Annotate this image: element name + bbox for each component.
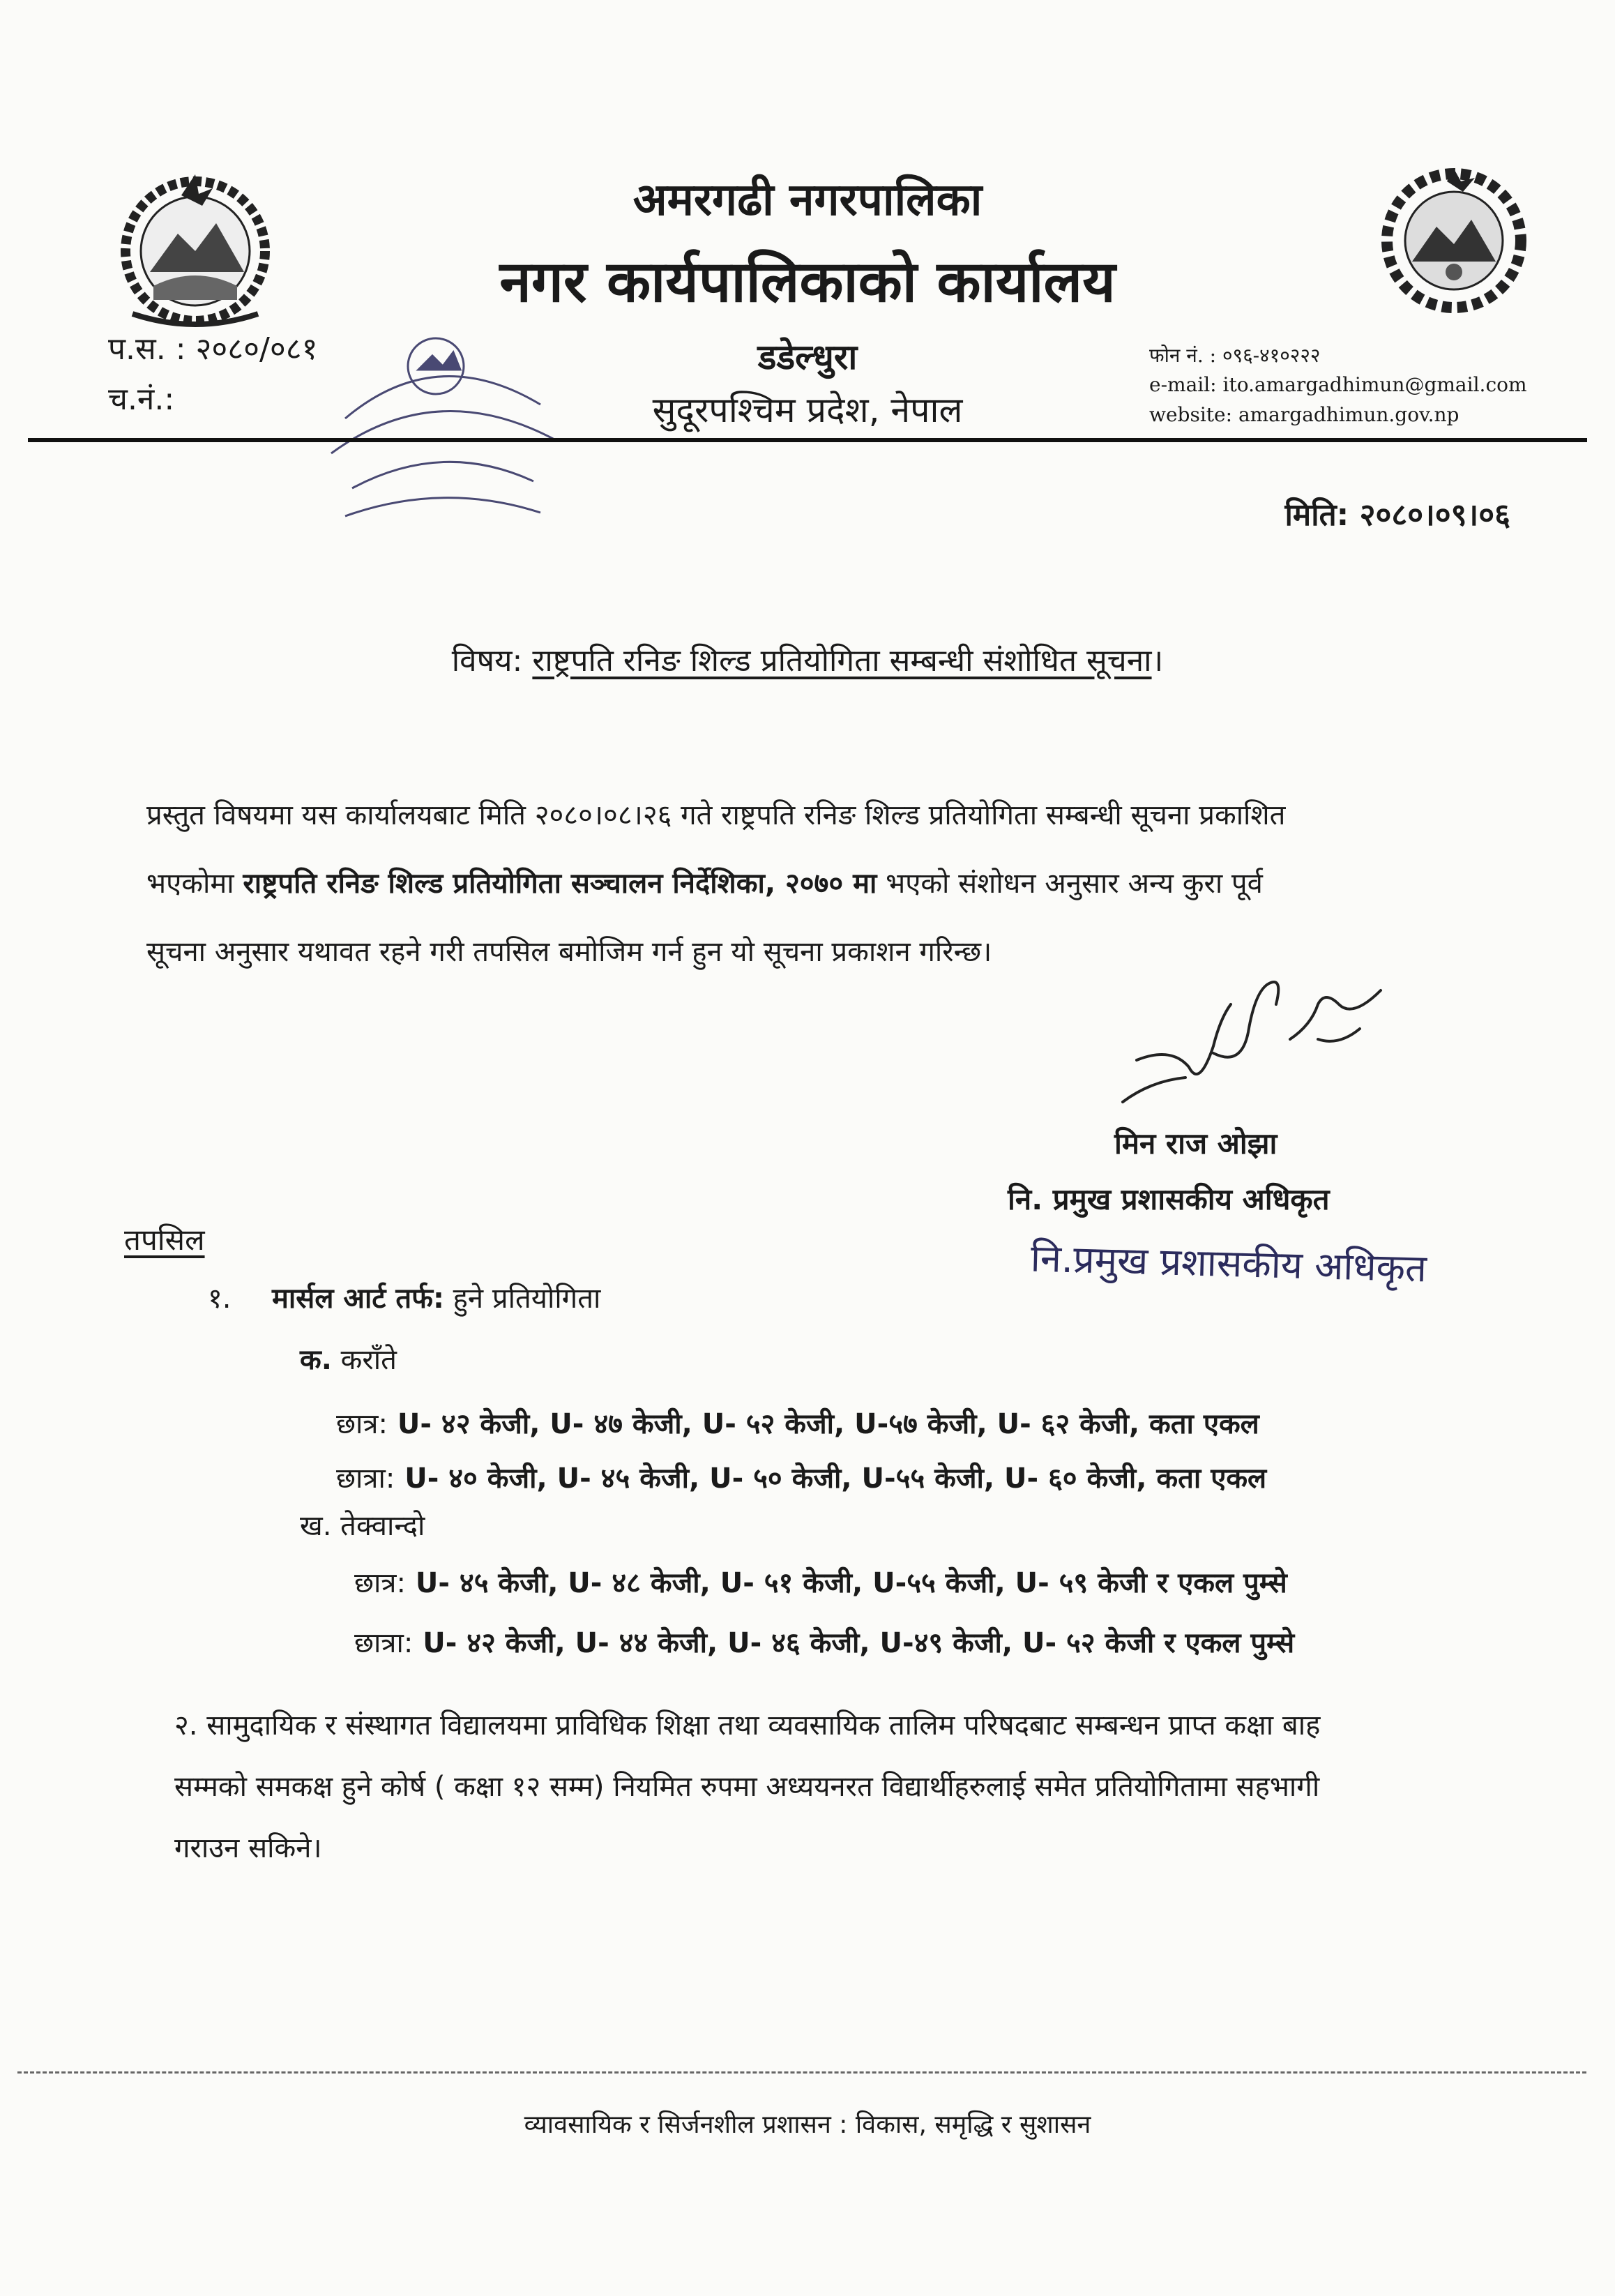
karate-boys-line [336, 1403, 1259, 1442]
district-name: डडेल्धुरा [757, 337, 858, 377]
subject-suffix: । [1151, 643, 1164, 679]
body-line [146, 849, 1485, 918]
designation-stamp: नि.प्रमुख प्रशासकीय अधिकृत [1030, 1236, 1427, 1291]
karate-boys-categories: U- ४२ केजी, U- ४७ केजी, U- ५२ केजी, U-५७ केजी, U- ६२ केजी, कता एकल [387, 1408, 1259, 1440]
karate-label: कराँते [331, 1344, 397, 1376]
phone-number: फोन नं. : ०९६-४१०२२२ [1149, 344, 1321, 367]
annex-item-number: १. [208, 1283, 232, 1315]
issue-date: मिति: २०८०।०९।०६ [1284, 497, 1510, 533]
annex-item-bold: मार्सल आर्ट तर्फ: [272, 1283, 444, 1315]
body-line: प्रस्तुत विषयमा यस कार्यालयबाट मिति २०८०।०८।२६ गते राष्ट्रपति रनिङ शिल्ड प्रतियोगिता सम्बन्धी सूचना प्रकाशित [146, 799, 1286, 831]
karate-heading [300, 1339, 397, 1377]
annex-item-text: हुने प्रतियोगिता [443, 1283, 601, 1315]
annex-item-title [272, 1278, 600, 1316]
body-line: २. सामुदायिक र संस्थागत विद्यालयमा प्राविधिक शिक्षा तथा व्यवसायिक तालिम परिषदबाट सम्बन्धन प्राप्त कक्षा बाह [174, 1709, 1321, 1742]
handwritten-signature [1109, 962, 1402, 1123]
body-line: सम्मको समकक्ष हुने कोर्ष ( कक्षा १२ सम्म) नियमित रुपमा अध्ययनरत विद्यार्थीहरुलाई समेत प्रतियोगितामा सहभागी [174, 1771, 1320, 1803]
header-divider [28, 438, 1587, 442]
taekwondo-heading: ख. तेक्वान्दो [300, 1510, 425, 1542]
body-bold-text: राष्ट्रपति रनिङ शिल्ड प्रतियोगिता सञ्चालन निर्देशिका, २०७० मा [243, 868, 877, 900]
reference-number: प.स. : २०८०/०८१ [108, 331, 318, 367]
karate-girls-categories: U- ४० केजी, U- ४५ केजी, U- ५० केजी, U-५५ केजी, U- ६० केजी, कता एकल [395, 1463, 1267, 1495]
subject-prefix: विषय: [451, 643, 523, 679]
municipality-name: अमरगढी नगरपालिका [632, 174, 983, 226]
body-paragraph [146, 781, 1485, 986]
body-text: भएकोमा [146, 868, 243, 900]
email-address: e-mail: ito.amargadhimun@gmail.com [1149, 373, 1527, 396]
taekwondo-girls-categories: U- ४२ केजी, U- ४४ केजी, U- ४६ केजी, U-४९ केजी, U- ५२ केजी र एकल पुम्से [413, 1627, 1295, 1659]
karate-letter: क. [300, 1344, 332, 1376]
dispatch-number: च.नं.: [108, 382, 175, 417]
province-name: सुदूरपश्चिम प्रदेश, नेपाल [652, 390, 963, 430]
signatory-name: मिन राज ओझा [1114, 1126, 1277, 1161]
karate-girls-line [336, 1458, 1266, 1496]
annex-item-2 [174, 1695, 1541, 1879]
boys-label: छात्र: [354, 1567, 406, 1599]
taekwondo-boys-categories: U- ४५ केजी, U- ४८ केजी, U- ५१ केजी, U-५५ केजी, U- ५९ केजी र एकल पुम्से [405, 1567, 1287, 1599]
body-text: भएको संशोधन अनुसार अन्य कुरा पूर्व [877, 868, 1263, 900]
footer-divider [17, 2071, 1586, 2074]
subject-text: राष्ट्रपति रनिङ शिल्ड प्रतियोगिता सम्बन्धी संशोधित सूचना [532, 643, 1152, 679]
subject-line [0, 638, 1615, 680]
office-seal-stamp [303, 328, 582, 537]
annex-heading: तपसिल [124, 1223, 205, 1257]
taekwondo-boys-line [354, 1562, 1287, 1601]
office-name: नगर कार्यपालिकाको कार्यालय [499, 249, 1116, 315]
girls-label: छात्रा: [336, 1463, 395, 1495]
boys-label: छात्र: [336, 1408, 388, 1440]
website-address: website: amargadhimun.gov.np [1149, 403, 1459, 426]
signatory-designation: नि. प्रमुख प्रशासकीय अधिकृत [1008, 1182, 1330, 1216]
body-line: सूचना अनुसार यथावत रहने गरी तपसिल बमोजिम गर्न हुन यो सूचना प्रकाशन गरिन्छ। [146, 936, 992, 968]
body-line: गराउन सकिने। [174, 1832, 322, 1864]
girls-label: छात्रा: [354, 1627, 414, 1659]
taekwondo-girls-line [354, 1622, 1294, 1661]
footer-motto: व्यावसायिक र सिर्जनशील प्रशासन : विकास, समृद्धि र सुशासन [524, 2110, 1091, 2139]
